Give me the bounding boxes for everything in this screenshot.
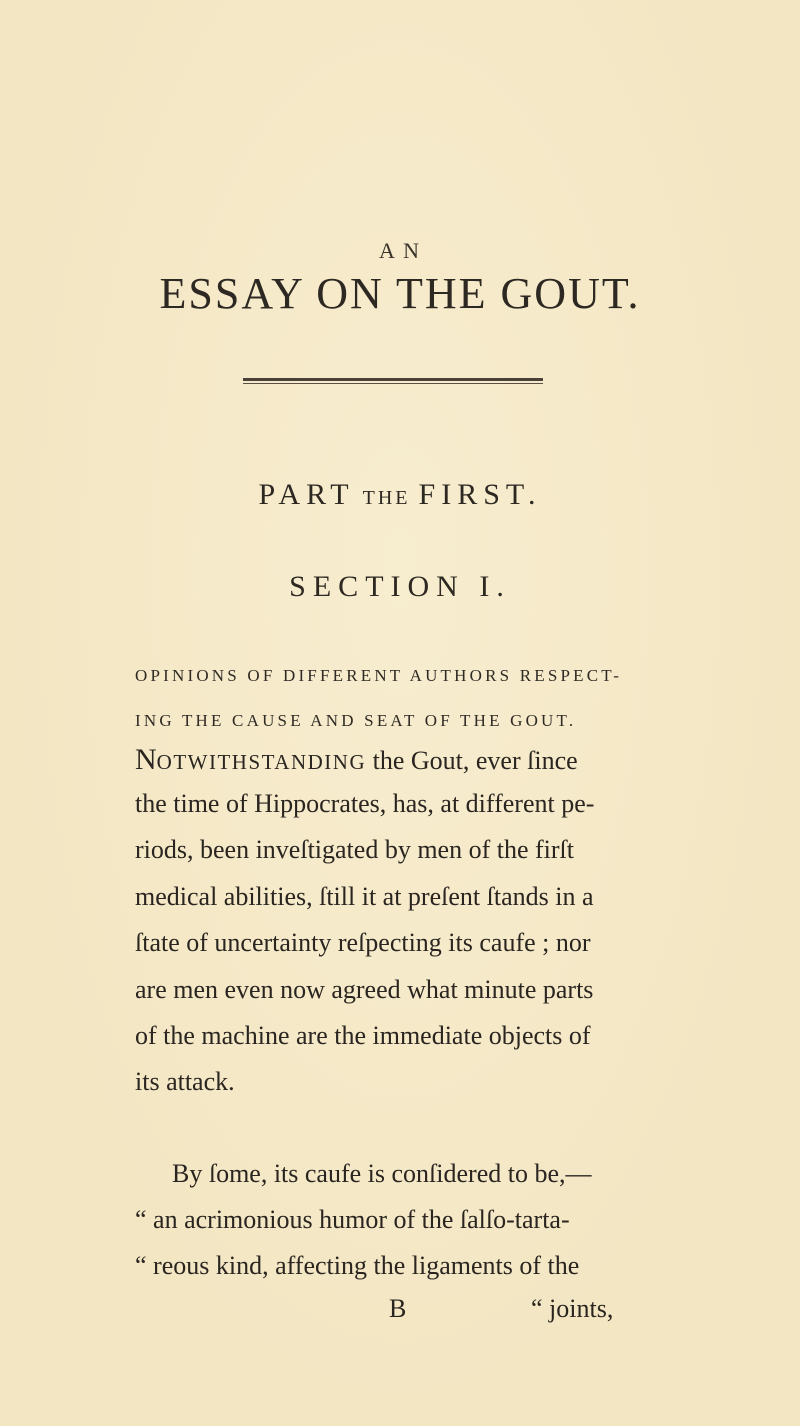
body-line-1 xyxy=(135,743,578,777)
opening-rest: the Gout, ever ſince xyxy=(366,746,578,775)
para2-line-2: “ an acrimonious humor of the ſalſo-tarta- xyxy=(135,1205,570,1234)
part-ordinal: FIRST. xyxy=(418,478,542,511)
signature-mark: B xyxy=(389,1294,407,1323)
chapter-heading-line-2: ING THE CAUSE AND SEAT OF THE GOUT. xyxy=(135,711,577,730)
body-line-5: ſtate of uncertainty reſpecting its caufe ; nor xyxy=(135,928,591,957)
body-line-6: are men even now agreed what minute parts xyxy=(135,975,594,1004)
body-line-8: its attack. xyxy=(135,1067,235,1096)
body-line-2: the time of Hippocrates, has, at different pe- xyxy=(135,789,595,818)
body-line-4: medical abilities, ſtill it at preſent ſtands in a xyxy=(135,882,594,911)
title-rule-thin xyxy=(243,383,543,384)
body-line-7: of the machine are the immediate objects of xyxy=(135,1021,591,1050)
para2-line-3: “ reous kind, affecting the ligaments of the xyxy=(135,1251,580,1280)
essay-title: ESSAY ON THE GOUT. xyxy=(159,269,641,318)
catchword: “ joints, xyxy=(531,1294,614,1323)
part-word: PART xyxy=(258,478,355,511)
body-line-3: riods, been inveſtigated by men of the firſt xyxy=(135,835,574,864)
initial-letter: N xyxy=(135,743,157,776)
section-heading: SECTION I. xyxy=(289,570,511,603)
para2-line-1: By ſome, its caufe is conſidered to be,— xyxy=(172,1159,592,1188)
title-article: A N xyxy=(378,238,422,263)
title-rule-thick xyxy=(243,378,543,381)
chapter-heading-line-1: OPINIONS OF DIFFERENT AUTHORS RESPECT- xyxy=(135,666,623,685)
opening-smallcaps: OTWITHSTANDING xyxy=(156,750,367,774)
part-the: THE xyxy=(362,487,411,509)
part-heading xyxy=(0,478,800,512)
